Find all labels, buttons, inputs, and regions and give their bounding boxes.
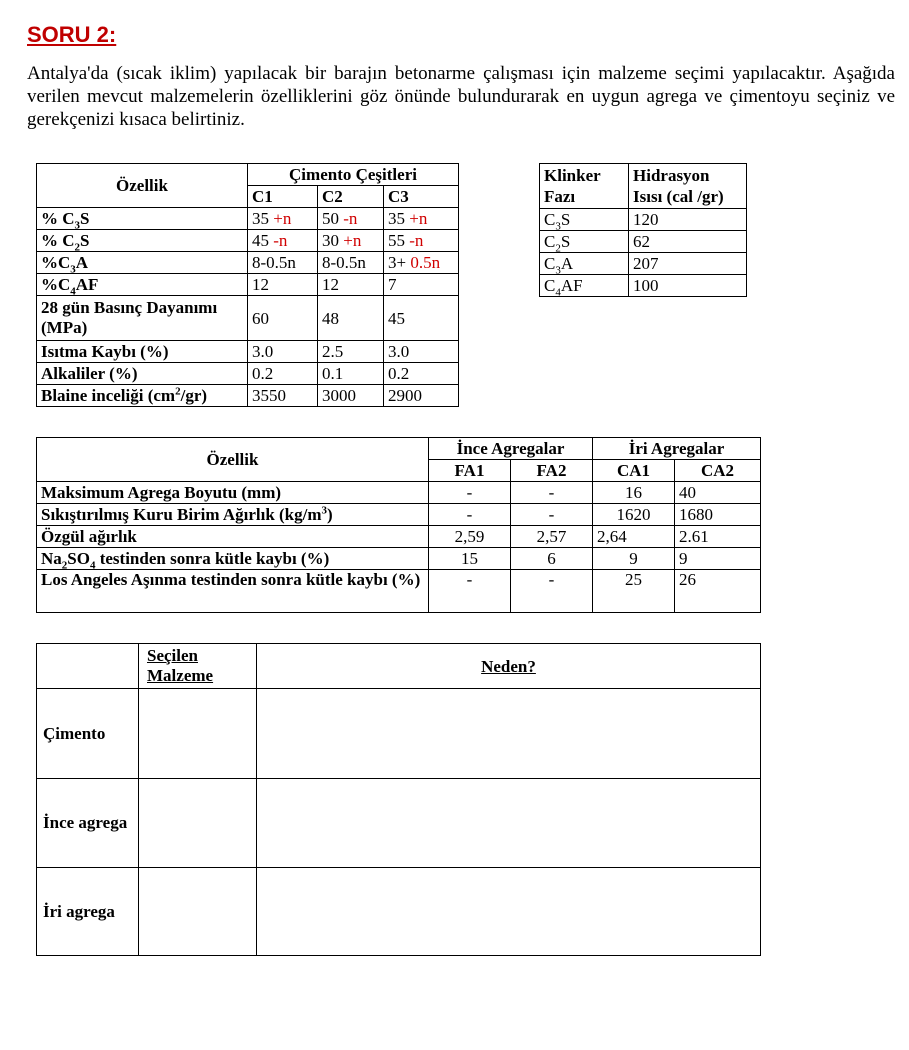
cement-cell: 55 -n — [384, 230, 459, 252]
aggregate-property-header: Özellik — [37, 438, 429, 482]
selected-material-cell[interactable] — [139, 868, 257, 956]
cement-cell: 30 +n — [318, 230, 384, 252]
cement-row-c4af — [37, 274, 459, 296]
agg-row-max-size — [37, 482, 761, 504]
clinker-heat: 62 — [629, 231, 747, 253]
cement-cell: 3.0 — [248, 341, 318, 363]
selected-material-header: Seçilen Malzeme — [139, 644, 257, 689]
cement-cell: 45 — [384, 296, 459, 341]
selection-row-label: Çimento — [37, 689, 139, 779]
agg-row-label: $Na_2SO_4$ testinden sonra kütle kaybı (%) — [37, 548, 429, 570]
clinker-heat: 207 — [629, 253, 747, 275]
cement-row-label: $\%C_3A$ — [37, 252, 248, 274]
agg-cell: 40 — [675, 482, 761, 504]
agg-row-label: Maksimum Agrega Boyutu (mm) — [37, 482, 429, 504]
reason-header: Neden? — [257, 644, 761, 689]
clinker-phase: $C_4AF$ — [540, 275, 629, 297]
cement-col-c1: C1 — [248, 186, 318, 208]
cement-cell: 8-0.5n — [318, 252, 384, 274]
agg-col-ca2: CA2 — [675, 460, 761, 482]
clinker-row — [540, 275, 747, 297]
cement-row-label: Isıtma Kaybı (%) — [37, 341, 248, 363]
selection-row-fine — [37, 779, 761, 868]
selection-row-cement — [37, 689, 761, 779]
clinker-row — [540, 209, 747, 231]
cement-cell: 3+ 0.5n — [384, 252, 459, 274]
cement-cell: 0.1 — [318, 363, 384, 385]
clinker-phase-header: Klinker Fazı — [540, 164, 629, 209]
cement-cell: 50 -n — [318, 208, 384, 230]
cement-cell: 2900 — [384, 385, 459, 407]
cement-cell: 60 — [248, 296, 318, 341]
reason-cell[interactable] — [257, 779, 761, 868]
cement-cell: 2.5 — [318, 341, 384, 363]
selection-row-label: İri agrega — [37, 868, 139, 956]
cement-cell: 35 +n — [248, 208, 318, 230]
agg-cell: 2,57 — [511, 526, 593, 548]
cement-cell: 45 -n — [248, 230, 318, 252]
cement-cell: 35 +n — [384, 208, 459, 230]
cement-cell: 3000 — [318, 385, 384, 407]
agg-row-los-angeles — [37, 570, 761, 613]
cement-property-header: Özellik — [37, 164, 248, 208]
selected-material-cell[interactable] — [139, 689, 257, 779]
agg-row-unit-weight — [37, 504, 761, 526]
agg-cell: 26 — [675, 570, 761, 613]
agg-col-fa2: FA2 — [511, 460, 593, 482]
cement-row-c2s — [37, 230, 459, 252]
clinker-row — [540, 253, 747, 275]
cement-row-label: Alkaliler (%) — [37, 363, 248, 385]
agg-cell: 2,64 — [593, 526, 675, 548]
cement-row-label: Blaine inceliği $(cm^2/gr)$ — [37, 385, 248, 407]
clinker-heat-table — [539, 163, 747, 297]
agg-cell: - — [429, 504, 511, 526]
agg-cell: 2,59 — [429, 526, 511, 548]
agg-cell: 15 — [429, 548, 511, 570]
cement-col-c3: C3 — [384, 186, 459, 208]
clinker-phase: $C_2S$ — [540, 231, 629, 253]
agg-cell: 6 — [511, 548, 593, 570]
cement-cell: 12 — [318, 274, 384, 296]
agg-cell: - — [429, 570, 511, 613]
agg-cell: - — [511, 570, 593, 613]
clinker-phase: $C_3A$ — [540, 253, 629, 275]
agg-col-ca1: CA1 — [593, 460, 675, 482]
agg-row-label: Sıkıştırılmış Kuru Birim Ağırlık $(kg/m^3)$ — [37, 504, 429, 526]
selected-material-cell[interactable] — [139, 779, 257, 868]
clinker-heat-header: Hidrasyon Isısı (cal /gr) — [629, 164, 747, 209]
agg-cell: - — [511, 504, 593, 526]
agg-row-specific-gravity — [37, 526, 761, 548]
cement-row-strength — [37, 296, 459, 341]
cement-row-c3a — [37, 252, 459, 274]
agg-cell: 1680 — [675, 504, 761, 526]
cement-row-c3s — [37, 208, 459, 230]
selection-row-label: İnce agrega — [37, 779, 139, 868]
clinker-heat: 120 — [629, 209, 747, 231]
agg-cell: 16 — [593, 482, 675, 504]
question-text: Antalya'da (sıcak iklim) yapılacak bir barajın betonarme çalışması için malzeme seçimi yapılacaktır. Aşağıda verilen mevcut malzemelerin özelliklerini göz önünde bulundurarak en uygun agrega ve çimentoyu seçiniz ve gerekçenizi kısaca belirtiniz. — [27, 63, 895, 130]
clinker-phase: $C_3S$ — [540, 209, 629, 231]
cement-col-c2: C2 — [318, 186, 384, 208]
cement-row-label: % $C_3S$ — [37, 208, 248, 230]
cement-cell: 0.2 — [248, 363, 318, 385]
reason-cell[interactable] — [257, 689, 761, 779]
cement-cell: 8-0.5n — [248, 252, 318, 274]
fine-aggregate-header: İnce Agregalar — [429, 438, 593, 460]
cement-row-label: $\%C_4AF$ — [37, 274, 248, 296]
agg-row-soundness — [37, 548, 761, 570]
cement-cell: 48 — [318, 296, 384, 341]
material-selection-table — [36, 643, 761, 956]
agg-cell: 1620 — [593, 504, 675, 526]
cement-row-loss — [37, 341, 459, 363]
cement-group-header: Çimento Çeşitleri — [248, 164, 459, 186]
cement-cell: 7 — [384, 274, 459, 296]
agg-row-label: Özgül ağırlık — [37, 526, 429, 548]
question-title: SORU 2: — [27, 22, 117, 47]
agg-cell: 2.61 — [675, 526, 761, 548]
agg-row-label: Los Angeles Aşınma testinden sonra kütle kaybı (%) — [37, 570, 429, 613]
cement-row-alkali — [37, 363, 459, 385]
agg-col-fa1: FA1 — [429, 460, 511, 482]
agg-cell: 25 — [593, 570, 675, 613]
cement-row-blaine — [37, 385, 459, 407]
agg-cell: 9 — [593, 548, 675, 570]
cement-cell: 0.2 — [384, 363, 459, 385]
clinker-heat: 100 — [629, 275, 747, 297]
coarse-aggregate-header: İri Agregalar — [593, 438, 761, 460]
aggregate-properties-table — [36, 437, 761, 613]
cement-row-label: 28 gün Basınç Dayanımı (MPa) — [37, 296, 248, 341]
selection-empty-header — [37, 644, 139, 689]
cement-row-label: % $C_2S$ — [37, 230, 248, 252]
selection-row-coarse — [37, 868, 761, 956]
cement-cell: 12 — [248, 274, 318, 296]
agg-cell: - — [429, 482, 511, 504]
cement-cell: 3.0 — [384, 341, 459, 363]
agg-cell: - — [511, 482, 593, 504]
clinker-row — [540, 231, 747, 253]
cement-cell: 3550 — [248, 385, 318, 407]
reason-cell[interactable] — [257, 868, 761, 956]
agg-cell: 9 — [675, 548, 761, 570]
cement-properties-table — [36, 163, 459, 407]
